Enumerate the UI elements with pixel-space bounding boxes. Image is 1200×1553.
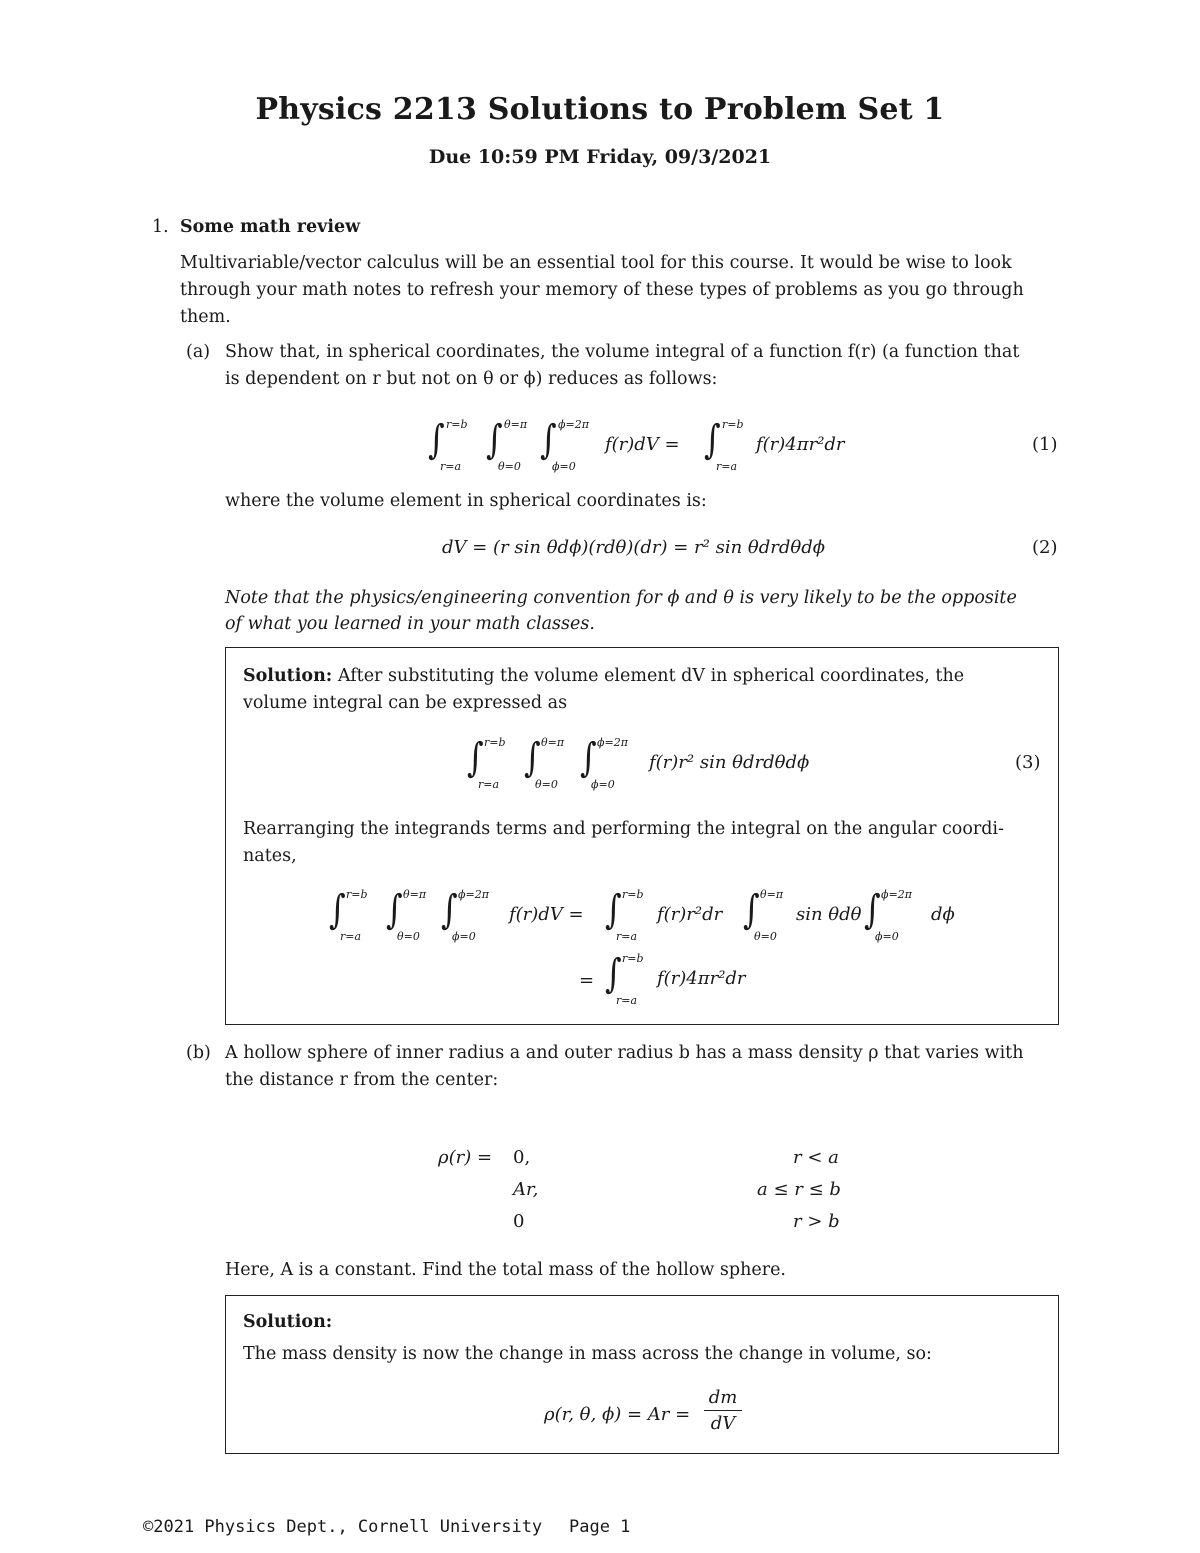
limit-lower: θ=0 bbox=[498, 460, 521, 473]
intro-line-3: them. bbox=[180, 307, 231, 327]
fraction-numerator: dm bbox=[708, 1387, 738, 1408]
equation-2: dV = (r sin θdϕ)(rdθ)(dr) = r² sin θdrdθdϕ bbox=[442, 537, 826, 558]
limit-upper: r=b bbox=[484, 736, 506, 749]
eq5-body: f(r)4πr²dr bbox=[657, 968, 746, 989]
fraction-bar bbox=[704, 1410, 742, 1411]
fraction-dm-dv bbox=[704, 1387, 742, 1434]
part-a-text-1: Show that, in spherical coordinates, the volume integral of a function f(r) (a function that bbox=[225, 342, 1020, 362]
eq4-b: f(r)r²dr bbox=[657, 904, 723, 925]
piecewise-value: Ar, bbox=[513, 1179, 539, 1200]
part-a-label: (a) bbox=[186, 342, 211, 362]
limit-upper: θ=π bbox=[504, 418, 528, 431]
eq1-left: f(r)dV = bbox=[605, 434, 680, 455]
limit-upper: r=b bbox=[346, 888, 368, 901]
note-line-1: Note that the physics/engineering convention for ϕ and θ is very likely to be the opposite bbox=[225, 588, 1017, 608]
limit-upper: r=b bbox=[622, 952, 644, 965]
part-b-text-1: A hollow sphere of inner radius a and outer radius b has a mass density ρ that varies with bbox=[225, 1043, 1024, 1063]
problem-number: 1. bbox=[152, 217, 169, 237]
limit-lower: r=a bbox=[616, 930, 638, 943]
integral-sign: ∫ bbox=[524, 735, 541, 781]
limit-upper: r=b bbox=[622, 888, 644, 901]
solution-b-text: The mass density is now the change in mass across the change in volume, so: bbox=[243, 1344, 932, 1364]
piecewise-condition: r < a bbox=[793, 1147, 839, 1168]
note-line-2: of what you learned in your math classes. bbox=[225, 614, 595, 634]
density-equation: ρ(r, θ, ϕ) = Ar = bbox=[544, 1404, 691, 1425]
footer-copyright: ©2021 Physics Dept., Cornell University bbox=[143, 1517, 543, 1537]
equation-number: (3) bbox=[1015, 752, 1041, 773]
equation-number: (1) bbox=[1032, 434, 1058, 455]
integral-sign: ∫ bbox=[329, 887, 346, 933]
integral-sign: ∫ bbox=[743, 887, 760, 933]
limit-lower: r=a bbox=[478, 778, 500, 791]
part-b-label: (b) bbox=[186, 1043, 211, 1063]
limit-lower: ϕ=0 bbox=[452, 930, 476, 943]
piecewise-value: 0 bbox=[513, 1211, 525, 1232]
integral-sign: ∫ bbox=[467, 735, 484, 781]
limit-lower: r=a bbox=[440, 460, 462, 473]
problem-heading: Some math review bbox=[180, 217, 361, 237]
solution-a-line-1 bbox=[243, 663, 964, 690]
solution-text: After substituting the volume element dV in spherical coordinates, the bbox=[337, 666, 965, 686]
page-title: Physics 2213 Solutions to Problem Set 1 bbox=[255, 92, 945, 127]
limit-upper: ϕ=2π bbox=[881, 888, 912, 901]
limit-upper: r=b bbox=[446, 418, 468, 431]
due-date: Due 10:59 PM Friday, 09/3/2021 bbox=[428, 146, 772, 168]
limit-upper: ϕ=2π bbox=[597, 736, 628, 749]
integral-sign: ∫ bbox=[605, 887, 622, 933]
limit-upper: θ=π bbox=[760, 888, 784, 901]
integral-sign: ∫ bbox=[605, 951, 622, 997]
solution-box-b bbox=[225, 1295, 1059, 1454]
integral-sign: ∫ bbox=[486, 417, 503, 463]
integral-sign: ∫ bbox=[704, 417, 721, 463]
eq4-c: sin θdθ bbox=[796, 904, 862, 925]
footer-page-number: Page 1 bbox=[569, 1517, 631, 1537]
eq4-a: f(r)dV = bbox=[509, 904, 584, 925]
intro-line-2: through your math notes to refresh your memory of these types of problems as you go through bbox=[180, 280, 1024, 300]
solution-box-a bbox=[225, 647, 1059, 1025]
integral-sign: ∫ bbox=[428, 417, 445, 463]
fraction-denominator: dV bbox=[710, 1413, 736, 1434]
eq3-body: f(r)r² sin θdrdθdϕ bbox=[649, 752, 810, 773]
limit-lower: ϕ=0 bbox=[875, 930, 899, 943]
integral-sign: ∫ bbox=[441, 887, 458, 933]
limit-lower: r=a bbox=[716, 460, 738, 473]
piecewise-condition: a ≤ r ≤ b bbox=[757, 1179, 841, 1200]
limit-upper: r=b bbox=[722, 418, 744, 431]
limit-lower: r=a bbox=[340, 930, 362, 943]
limit-lower: θ=0 bbox=[754, 930, 777, 943]
limit-lower: ϕ=0 bbox=[591, 778, 615, 791]
integral-sign: ∫ bbox=[580, 735, 597, 781]
rearrange-line-2: nates, bbox=[243, 846, 297, 866]
rearrange-line-1: Rearranging the integrands terms and performing the integral on the angular coordi- bbox=[243, 819, 1004, 839]
piecewise-condition: r > b bbox=[793, 1211, 840, 1232]
limit-lower: θ=0 bbox=[397, 930, 420, 943]
solution-label: Solution: bbox=[243, 666, 333, 686]
piecewise-lhs: ρ(r) = bbox=[438, 1147, 493, 1168]
limit-lower: θ=0 bbox=[535, 778, 558, 791]
eq4-d: dϕ bbox=[931, 904, 955, 925]
eq1-right: f(r)4πr²dr bbox=[756, 434, 845, 455]
part-b-text-2: the distance r from the center: bbox=[225, 1070, 499, 1090]
equals-sign: = bbox=[579, 970, 595, 991]
limit-upper: ϕ=2π bbox=[558, 418, 589, 431]
intro-line-1: Multivariable/vector calculus will be an essential tool for this course. It would be wise to look bbox=[180, 253, 1012, 273]
limit-lower: ϕ=0 bbox=[552, 460, 576, 473]
integral-sign: ∫ bbox=[864, 887, 881, 933]
part-a-text-2: is dependent on r but not on θ or ϕ) reduces as follows: bbox=[225, 369, 718, 389]
limit-upper: ϕ=2π bbox=[458, 888, 489, 901]
part-b-question: Here, A is a constant. Find the total mass of the hollow sphere. bbox=[225, 1260, 786, 1280]
integral-sign: ∫ bbox=[386, 887, 403, 933]
limit-upper: θ=π bbox=[403, 888, 427, 901]
piecewise-value: 0, bbox=[513, 1147, 531, 1168]
equation-number: (2) bbox=[1032, 537, 1058, 558]
limit-lower: r=a bbox=[616, 994, 638, 1007]
limit-upper: θ=π bbox=[541, 736, 565, 749]
integral-sign: ∫ bbox=[540, 417, 557, 463]
where-text: where the volume element in spherical coordinates is: bbox=[225, 491, 707, 511]
solution-label: Solution: bbox=[243, 1312, 333, 1332]
solution-a-line-2: volume integral can be expressed as bbox=[243, 693, 568, 713]
